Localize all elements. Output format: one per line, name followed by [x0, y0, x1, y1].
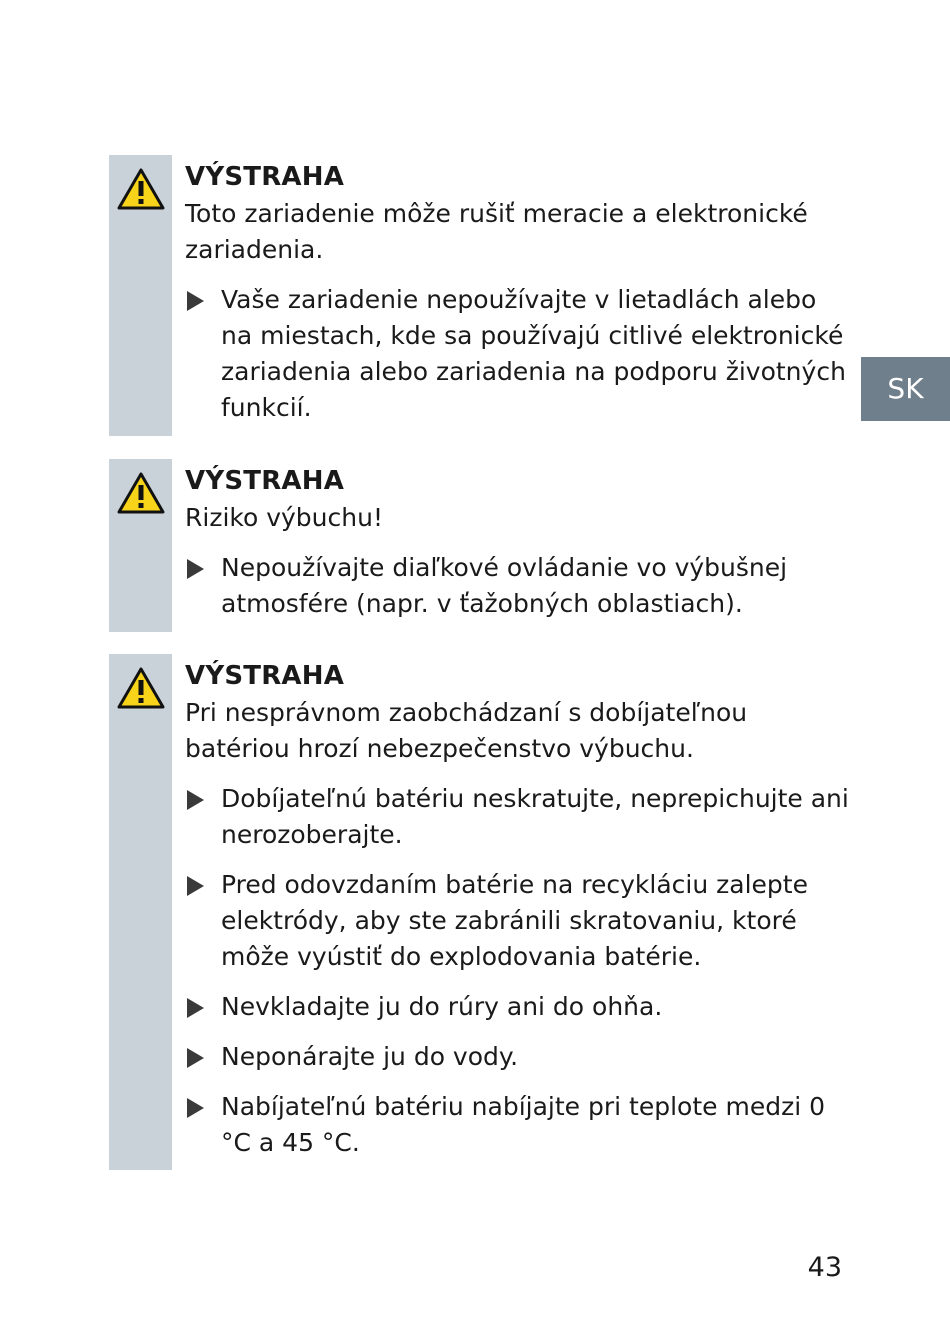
- bullet-arrow-icon: [187, 1098, 204, 1118]
- warning-box-2: [109, 459, 849, 632]
- bullet-arrow-icon: [187, 790, 204, 810]
- warning-intro: Riziko výbuchu!: [185, 503, 383, 532]
- bullet-text: Nepoužívajte diaľkové ovládanie vo výbušnej atmosfére (napr. v ťažobných oblastiach).: [221, 553, 788, 618]
- warning-bullet: [185, 867, 849, 975]
- bullet-text: Nabíjateľnú batériu nabíjajte pri teplote medzi 0 °C a 45 °C.: [221, 1092, 825, 1157]
- bullet-text: Vaše zariadenie nepoužívajte v lietadlách alebo na miestach, kde sa používajú citlivé elektronické zariadenia alebo zariadenia na podporu životných funkcií.: [221, 285, 846, 422]
- bullet-text: Nevkladajte ju do rúry ani do ohňa.: [221, 992, 663, 1021]
- warning-bullet: [185, 989, 849, 1025]
- warning-triangle-icon: [117, 167, 165, 211]
- warning-bullet: [185, 1039, 849, 1075]
- language-tab: SK: [861, 357, 950, 421]
- warning-side-bar: [109, 459, 172, 632]
- bullet-text: Pred odovzdaním batérie na recykláciu zalepte elektródy, aby ste zabránili skratovaniu, ktoré môže vyústiť do explodovania batérie.: [221, 870, 808, 971]
- page-number: 43: [807, 1252, 842, 1283]
- warning-title: VÝSTRAHA: [185, 162, 345, 192]
- warning-bullet: [185, 550, 849, 622]
- warning-content: [185, 654, 849, 1175]
- bullet-arrow-icon: [187, 998, 204, 1018]
- bullet-text: Neponárajte ju do vody.: [221, 1042, 519, 1071]
- bullet-arrow-icon: [187, 291, 204, 311]
- warning-box-3: [109, 654, 849, 1170]
- warning-bullet-list: [185, 282, 849, 426]
- warning-box-1: [109, 155, 849, 436]
- warning-triangle-icon: [117, 471, 165, 515]
- bullet-text: Dobíjateľnú batériu neskratujte, neprepichujte ani nerozoberajte.: [221, 784, 849, 849]
- warning-triangle-icon: [117, 666, 165, 710]
- warning-intro: Pri nesprávnom zaobchádzaní s dobíjateľnou batériou hrozí nebezpečenstvo výbuchu.: [185, 698, 748, 763]
- bullet-arrow-icon: [187, 1048, 204, 1068]
- warning-title: VÝSTRAHA: [185, 661, 345, 691]
- warning-bullet: [185, 1089, 849, 1161]
- warning-content: [185, 155, 849, 440]
- warning-intro: Toto zariadenie môže rušiť meracie a elektronické zariadenia.: [185, 199, 808, 264]
- warning-title: VÝSTRAHA: [185, 466, 345, 496]
- bullet-arrow-icon: [187, 559, 204, 579]
- warning-side-bar: [109, 654, 172, 1170]
- warning-bullet: [185, 781, 849, 853]
- warning-side-bar: [109, 155, 172, 436]
- warning-bullet: [185, 282, 849, 426]
- warning-bullet-list: [185, 781, 849, 1161]
- warning-content: [185, 459, 849, 636]
- warning-bullet-list: [185, 550, 849, 622]
- bullet-arrow-icon: [187, 876, 204, 896]
